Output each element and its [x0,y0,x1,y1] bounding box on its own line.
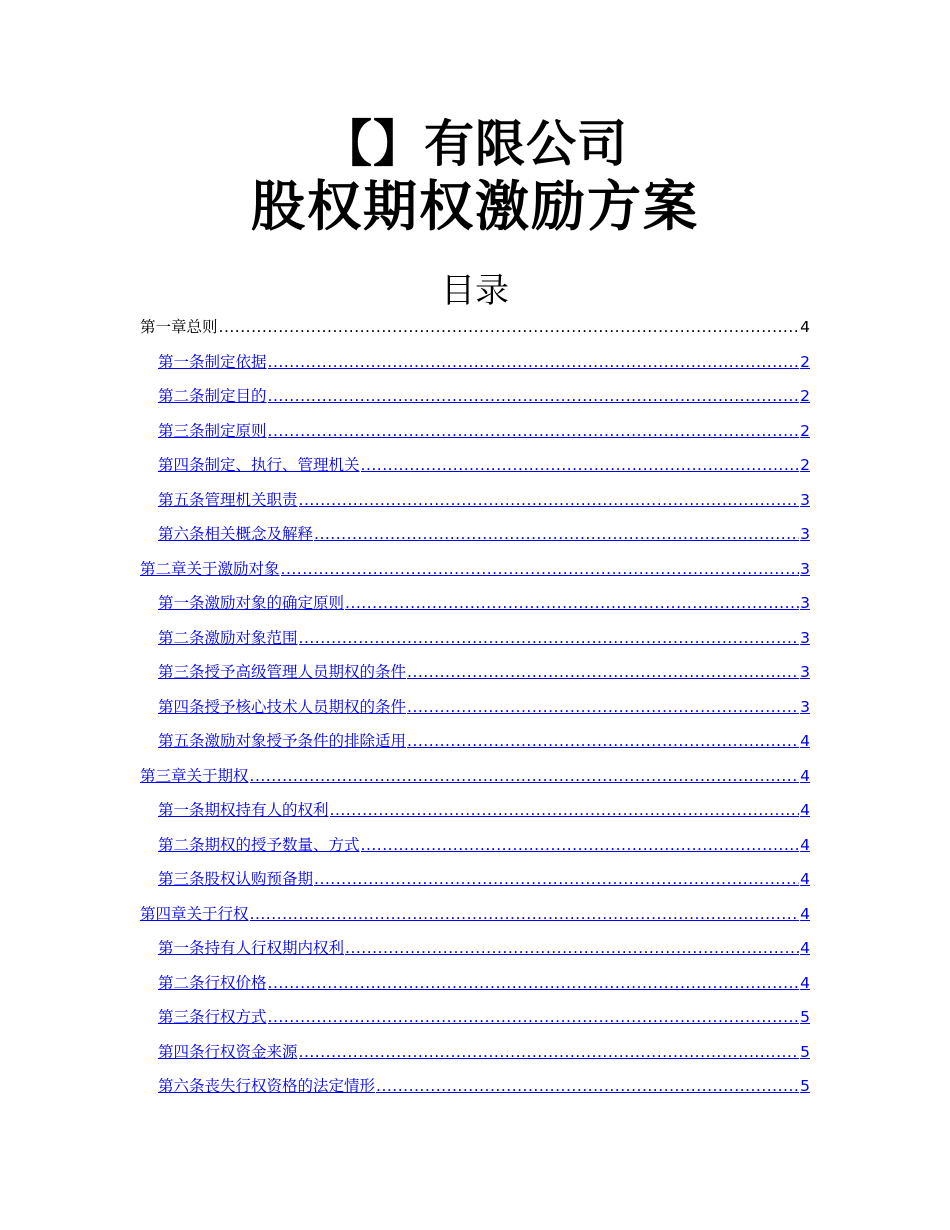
toc-page-number: 5 [800,1042,810,1061]
toc-entry-text: 第二条激励对象范围 [158,628,298,647]
toc-chapter-entry[interactable] [140,897,810,932]
toc-page-number: 4 [800,870,810,888]
toc-entry-text: 第四条行权资金来源 [158,1042,298,1061]
toc-entry-text: 第三条制定原则 [158,421,267,440]
toc-page-number: 4 [800,835,810,854]
toc-entry-text: 第三章关于期权 [140,766,249,785]
company-title: 【】有限公司 [322,115,628,173]
toc-entry-text: 第四条授予核心技术人员期权的条件 [158,697,407,716]
toc-dot-leader [376,1069,799,1103]
toc-article-entry[interactable] [140,1035,810,1070]
toc-entry-text: 第一条制定依据 [158,352,267,371]
toc-entry-text: 第一条激励对象的确定原则 [158,594,345,612]
toc-article-entry[interactable] [140,966,810,1001]
toc-page-number: 4 [800,973,810,992]
toc-dot-leader [407,690,799,724]
toc-entry-text: 第二条期权的授予数量、方式 [158,835,360,854]
toc-page-number: 2 [800,421,810,440]
toc-page-number: 3 [800,628,810,647]
toc-article-entry[interactable] [140,414,810,449]
toc-dot-leader [219,310,800,344]
toc-article-entry[interactable] [140,586,810,621]
toc-article-entry[interactable] [140,379,810,414]
toc-article-entry[interactable] [140,655,810,690]
toc-dot-leader [407,724,799,758]
toc-dot-leader [361,448,800,482]
toc-article-entry[interactable] [140,483,810,518]
toc-page-number: 2 [800,456,810,474]
toc-article-entry[interactable] [140,448,810,483]
toc-dot-leader [250,759,800,793]
toc-dot-leader [268,414,800,448]
toc-page-number: 3 [800,559,810,578]
toc-chapter-entry [140,310,810,345]
toc-entry-text: 第六条丧失行权资格的法定情形 [158,1077,376,1095]
toc-page-number: 4 [800,766,810,785]
toc-page-number: 4 [800,801,810,819]
toc-dot-leader [330,793,800,827]
toc-dot-leader [299,483,800,517]
toc-dot-leader [407,655,799,689]
toc-page-number: 5 [800,1077,810,1095]
toc-article-entry[interactable] [140,1069,810,1104]
toc-entry-text: 第二章关于激励对象 [140,559,280,578]
toc-dot-leader [268,966,800,1000]
toc-entry-text: 第一章总则 [140,318,218,336]
toc-chapter-entry[interactable] [140,552,810,587]
toc-entry-text: 第五条管理机关职责 [158,490,298,509]
toc-article-entry[interactable] [140,931,810,966]
toc-page-number: 3 [800,525,810,543]
toc-page-number: 4 [800,939,810,957]
toc-page-number: 5 [800,1008,810,1026]
toc-entry-text: 第三条行权方式 [158,1008,267,1026]
toc-dot-leader [268,345,800,379]
toc-dot-leader [268,379,800,413]
toc-entry-text: 第二条制定目的 [158,387,267,405]
toc-entry-text: 第三条股权认购预备期 [158,870,314,888]
document-title: 股权期权激励方案 [251,175,699,238]
toc-article-entry[interactable] [140,793,810,828]
toc-heading: 目录 [441,271,509,311]
toc-dot-leader [314,517,799,551]
toc-dot-leader [268,1000,800,1034]
toc-page-number: 3 [800,663,810,681]
toc-entry-text: 第二条行权价格 [158,973,267,992]
toc-page-number: 3 [800,490,810,509]
table-of-contents [140,310,810,1104]
toc-chapter-entry[interactable] [140,759,810,794]
toc-entry-text: 第四章关于行权 [140,904,249,923]
toc-page-number: 4 [800,904,810,923]
toc-article-entry[interactable] [140,828,810,863]
toc-entry-text: 第一条持有人行权期内权利 [158,939,345,957]
toc-article-entry[interactable] [140,1000,810,1035]
toc-page-number: 2 [800,387,810,405]
toc-entry-text: 第六条相关概念及解释 [158,525,314,543]
toc-dot-leader [250,897,800,931]
toc-article-entry[interactable] [140,724,810,759]
toc-dot-leader [281,552,800,586]
toc-page-number: 3 [800,594,810,612]
toc-entry-text: 第四条制定、执行、管理机关 [158,456,360,474]
toc-entry-text: 第一条期权持有人的权利 [158,801,329,819]
toc-article-entry[interactable] [140,345,810,380]
toc-page-number: 4 [800,732,810,750]
toc-article-entry[interactable] [140,517,810,552]
toc-article-entry[interactable] [140,690,810,725]
toc-entry-text: 第三条授予高级管理人员期权的条件 [158,663,407,681]
toc-dot-leader [345,586,799,620]
toc-article-entry[interactable] [140,862,810,897]
toc-dot-leader [299,1035,800,1069]
toc-page-number: 2 [800,352,810,371]
toc-dot-leader [299,621,800,655]
toc-dot-leader [345,931,799,965]
toc-dot-leader [314,862,799,896]
toc-article-entry[interactable] [140,621,810,656]
toc-entry-text: 第五条激励对象授予条件的排除适用 [158,732,407,750]
toc-dot-leader [361,828,800,862]
toc-page-number: 3 [800,697,810,716]
toc-page-number: 4 [800,318,810,336]
